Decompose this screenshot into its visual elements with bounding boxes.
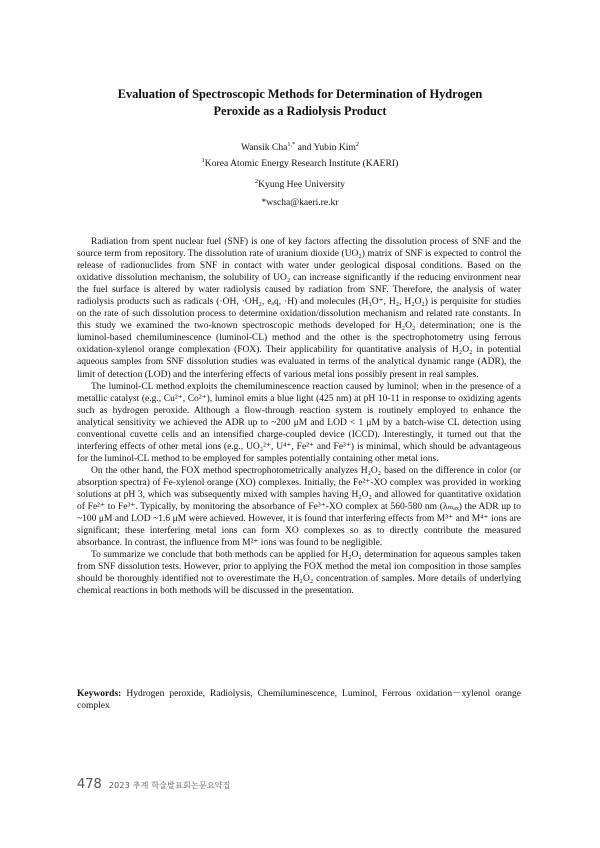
page-footer	[77, 777, 231, 793]
keywords-text: Hydrogen peroxide, Radiolysis, Chemiluminescence, Luminol, Ferrous oxidation－xylenol orange complex	[77, 689, 521, 712]
affiliation-1-text: Korea Atomic Energy Research Institute (KAERI)	[204, 158, 399, 169]
proceedings-title: 2023 추계 학술발표회논문요약집	[108, 781, 231, 790]
affiliation-1	[60, 157, 540, 170]
affiliation-2-text: Kyung Hee University	[258, 179, 345, 190]
affiliation-1-number: 1	[201, 156, 205, 164]
affiliation-2	[60, 178, 540, 191]
affiliation-2-number: 2	[255, 177, 259, 185]
author-2-affiliation-mark: 2	[355, 140, 359, 148]
abstract-paragraph-1: Radiation from spent nuclear fuel (SNF) is one of key factors affecting the dissolution process of SNF and the source term from repository. The dissolution rate of uranium dioxide (UO₂) matrix of SNF is expected to control the release of radionuclides from SNF in contact with water under geological disposal conditions. Based on the oxidative dissolution mechanism, the solubility of UO₂ can increase significantly if the reducing environment near the fuel surface is altered by water radiolysis caused by radiation from SNF. Therefore, the analysis of water radiolysis products such as radicals (·OH, ·OH₂, eₐq, ·H) and molecules (H₃O⁺, H₂, H₂O₂) is perquisite for studies on the rate of such dissolution process to determine oxidation/dissolution mechanism and related rate constants. In this study we examined the two-known spectroscopic methods developed for H₂O₂ determination; one is the luminol-based chemiluminescence (luminol-CL) method and the other is the spectrophotometry using ferrous oxidation-xylenol orange complexation (FOX). Their applicability for quantitative analysis of H₂O₂ in potential aqueous samples from SNF dissolution studies was evaluated in terms of the analytical dynamic range (ADR), the limit of detection (LOD) and the interfering effects of various metal ions possibly present in real samples.	[77, 237, 521, 380]
page-number: 478	[77, 777, 102, 792]
abstract-body	[77, 236, 521, 597]
title-line-2: Peroxide as a Radiolysis Product	[213, 104, 387, 118]
author-1-name: Wansik Cha	[241, 142, 288, 153]
keywords-section	[77, 688, 521, 713]
keywords-label: Keywords:	[77, 689, 122, 699]
author-separator: and	[295, 142, 314, 153]
abstract-paragraph-3: On the other hand, the FOX method spectrophotometrically analyzes H₂O₂ based on the difference in color (or absorption spectra) of Fe-xylenol orange (XO) complexes. Initially, the Fe²⁺-XO complex was provided in working solutions at pH 3, which was subsequently mixed with samples having H₂O₂ and allowed for quantitative oxidation of Fe²⁺ to Fe³⁺. Typically, by monitoring the absorbance of Fe³⁺-XO complex at 560-580 nm (λₘₐₓ) the ADR up to ~100 μM and LOD ~1.6 μM were achieved. However, it is found that interfering effects from M³⁺ and M⁴⁺ ions are significant; these interfering metal ions can form XO complexes so as to directly contribute the measured absorbance. In contrast, the influence from M²⁺ ions was found to be negligible.	[77, 465, 521, 549]
author-line	[60, 141, 540, 154]
author-2-name: Yubin Kim	[313, 142, 356, 153]
corresponding-email: *wscha@kaeri.re.kr	[261, 197, 339, 208]
abstract-paragraph-4: To summarize we conclude that both methods can be applied for H₂O₂ determination for aqueous samples taken from SNF dissolution tests. However, prior to applying the FOX method the metal ion composition in those samples should be thoroughly identified not to overestimate the H₂O₂ concentration of samples. More details of underlying chemical reactions in both methods will be discussed in the presentation.	[77, 550, 521, 597]
title-line-1: Evaluation of Spectroscopic Methods for Determination of Hydrogen	[117, 87, 483, 101]
abstract-paragraph-2: The luminol-CL method exploits the chemiluminescence reaction caused by luminol; when in the presence of a metallic catalyst (e.g., Cu²⁺, Co²⁺), luminol emits a blue light (425 nm) at pH 10-11 in response to oxidizing agents such as hydrogen peroxide. Although a flow-through reaction system is routinely employed to enhance the analytical sensitivity we achieved the ADR up to ~200 μM and LOD < 1 μM by a batch-wise CL detection using conventional cuvette cells and an intensified charge-coupled device (ICCD). Interestingly, it turned out that the interfering effects of other metal ions (e.g., UO₂²⁺, U⁴⁺, Fe²⁺ and Fe³⁺) is minimal, which should be advantageous for the luminol-CL method to be employed for samples potentially containing other metal ions.	[77, 381, 521, 464]
paper-title	[60, 86, 540, 120]
author-1-affiliation-mark: 1,*	[287, 140, 296, 148]
